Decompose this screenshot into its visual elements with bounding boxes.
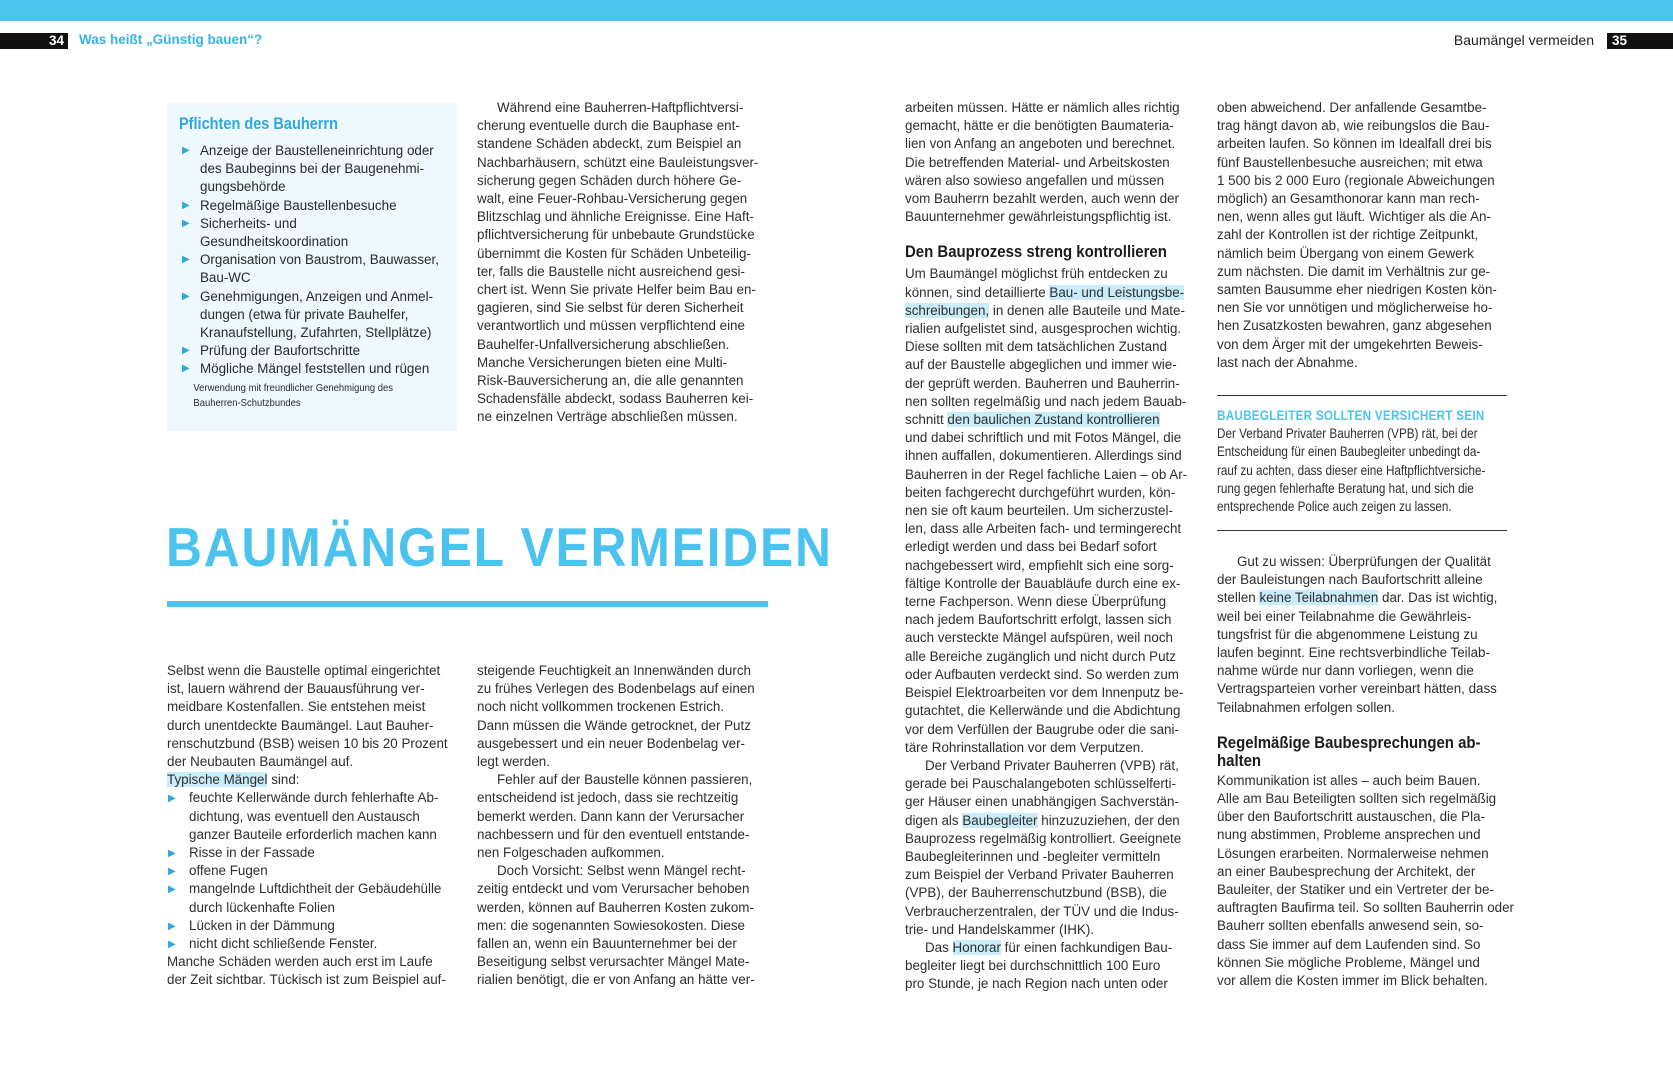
text-line: Doch Vorsicht: Selbst wenn Mängel recht-: [497, 863, 746, 879]
text-line: oder Aufbauten verdeckt sind. So werden zum: [905, 666, 1179, 682]
defect-item: ▶ feuchte Kellerwände durch fehlerhafte Ab- dichtung, was eventuell den Austausch ganzer Bauteile erforderlich machen kann: [167, 789, 467, 844]
text-line: übernimmt die Kosten für Schäden Unbeteilig-: [477, 245, 751, 261]
text-line: Entscheidung für einen Baubegleiter unbedingt da-: [1217, 444, 1481, 460]
duty-item: ▶ Prüfung der Baufortschritte: [179, 342, 446, 360]
highlight-bau-leistungsbeschreibungen: Bau- und Leistungsbe-: [1049, 284, 1185, 300]
text-line: von dem Ärger mit der umgekehrten Beweis-: [1217, 336, 1483, 352]
text-line: ne einzelnen Verträge abschließen müssen.: [477, 409, 738, 425]
text-line: nung abstimmen, Probleme ansprechen und: [1217, 827, 1481, 843]
column-2-top-text: [477, 99, 777, 427]
text-line: Der Verband Privater Bauherren (VPB) rät,: [925, 757, 1179, 773]
text-line: pflichtversicherung für unbebaute Grundstücke: [477, 227, 755, 243]
text-line: chert ist. Wenn Sie private Helfer beim Bau en-: [477, 282, 756, 298]
text-line: der Zeit sichtbar. Tückisch ist zum Beispiel auf-: [167, 972, 446, 988]
text-line: Bauherr sollten ebenfalls anwesend sein, so-: [1217, 918, 1484, 934]
text-line: Diese sollten mit dem tatsächlichen Zustand: [905, 339, 1167, 355]
column-1-bottom-text: [167, 662, 467, 990]
text-line: Risk-Bauversicherung an, die alle genannten: [477, 373, 744, 389]
paragraph: Der Verband Privater Bauherren (VPB) rät, gerade bei Pauschalangeboten schlüsselferti- ger Häuser einen unabhängigen Sachverstän- digen als Baubegleiter hinzuzuziehen, der den Bauprozess regelmäßig kontrolliert. Geeignete Baubegleiterinnen und -begleiter vermitteln zum Beispiel der Verband Privater Bauherren (VPB), der Bauherrenschutzbund (BSB), die Verbraucherzentralen, der TÜV und die Indus- trie- und Handelskammer (IHK).: [905, 757, 1205, 939]
text-line: Blitzschlag und ähnliche Ereignisse. Eine Haft-: [477, 209, 754, 225]
paragraph: [477, 662, 777, 771]
column-4-lower-text: [1217, 553, 1517, 990]
note-bottom-rule: [1217, 530, 1507, 531]
duty-item: ▶ Organisation von Baustrom, Bauwasser, Bau-WC: [179, 251, 446, 287]
top-color-band: [0, 0, 1673, 21]
text-line: auf der Baustelle abgeglichen und immer wie-: [905, 357, 1177, 373]
duty-item: ▶ Anzeige der Baustelleneinrichtung oder des Baubeginns bei der Baugenehmi- gungsbehörde: [179, 142, 446, 197]
text-line: arbeiten müssen. Hätte er nämlich alles richtig: [905, 100, 1180, 115]
text-line: Bauherren-Schutzbundes: [193, 396, 301, 409]
text-line: begleiter liegt bei durchschnittlich 100 Euro: [905, 958, 1161, 974]
text-line: an einer Baubesprechung der Architekt, der: [1217, 863, 1476, 879]
duty-item: ▶ Sicherheits- und Gesundheitskoordination: [179, 215, 446, 251]
text-line: Vertragsparteien vorher vereinbart hätten, dass: [1217, 681, 1497, 697]
text-line: nach jedem Baufortschritt erfolgt, lassen sich: [905, 612, 1172, 628]
text-line: renschutzbund (BSB) weisen 10 bis 20 Prozent: [167, 735, 448, 751]
defect-item: ▶ Risse in der Fassade: [167, 844, 467, 862]
text-line: zeitig entdeckt und vom Verursacher behoben: [477, 881, 750, 897]
info-box-title: Pflichten des Bauherrn: [179, 115, 338, 133]
paragraph: [1217, 99, 1517, 372]
text-line: Baubegleiterinnen und -begleiter vermitteln: [905, 848, 1161, 864]
text-line: Bauhelfer-Unfallversicherung abschließen.: [477, 336, 730, 352]
text-line: Dann müssen die Wände getrocknet, der Putz: [477, 717, 751, 733]
text-line: samten Bausumme eher niedrigen Kosten kön-: [1217, 282, 1497, 298]
text-line: Manche Schäden werden auch erst im Laufe: [167, 954, 433, 970]
text-line: Regelmäßige Baubesprechungen ab-: [1217, 732, 1481, 752]
intro-paragraph: [167, 662, 467, 771]
text-line: Bauleiter, der Statiker und ein Vertreter der be-: [1217, 882, 1494, 898]
text-line: trie- und Handelskammer (IHK).: [905, 921, 1095, 937]
paragraph: Um Baumängel möglichst früh entdecken zu können, sind detaillierte Bau- und Leistungsbe- schreibungen, in denen alle Bauteile und Mate- rialien aufgelistet sind, ausgesprochen wichtig. Diese sollten mit dem tatsächlichen Zustand auf der Baustelle abgeglichen und immer wie- der geprüft werden. Bauherren und Bauherrin- nen sollten regelmäßig und nach jedem Bauab- schnitt den baulichen Zustand kontrollieren und dabei schriftlich und mit Fotos Mängel, die ihnen auffallen, dokumentieren. Allerdings sind Bauherren in der Regel fachliche Laien – ob Ar- beiten fachgerecht durchgeführt wurden, kön- nen sie oft kaum beurteilen. Um sicherzustel- len, dass alle Arbeiten fach- und termingerecht erledigt werden und dass bei Bedarf sofort nachgebessert wird, empfiehlt sich eine sorg- fältige Kontrolle der Bauabläufe durch eine ex- terne Fachperson. Wenn diese Überprüfung nach jedem Baufortschritt erfolgt, lassen sich auch versteckte Mängel aufspüren, weil noch alle Bereiche zugänglich und nicht durch Putz oder Aufbauten verdeckt sind. So werden zum Beispiel Elektroarbeiten vor dem Innenputz be- gutachtet, die Kellerwände und die Abdichtung vor dem Verfüllen der Baugrube oder die sani- täre Rohrinstallation vor dem Verputzen.: [905, 265, 1205, 756]
text-line: Manche Versicherungen bieten eine Multi-: [477, 354, 728, 370]
text-line: und dabei schriftlich und mit Fotos Mängel, die: [905, 430, 1182, 446]
left-running-title: Was heißt „Günstig bauen“?: [79, 32, 263, 47]
text-line: vor dem Verfüllen der Baugrube oder die sani-: [905, 721, 1179, 737]
text-line: verantwortlich und müssen verpflichtend eine: [477, 318, 745, 334]
typical-defects-line: Typische Mängel sind:: [167, 772, 300, 788]
text-line: Lösungen erarbeiten. Normalerweise nehmen: [1217, 845, 1489, 861]
text-line: fallen an, wenn ein Bauunternehmer bei der: [477, 936, 737, 952]
text-line: Bauprozess regelmäßig kontrolliert. Geeignete: [905, 830, 1182, 846]
text-line: vor allem die Kosten immer im Blick behalten.: [1217, 973, 1488, 989]
text-line: ist, lauern während der Bauausführung ver-: [167, 681, 425, 697]
text-line: Kommunikation ist alles – auch beim Bauen.: [1217, 772, 1481, 788]
text-line: last nach der Abnahme.: [1217, 354, 1358, 370]
text-line: gutachtet, die Kellerwände und die Abdichtung: [905, 703, 1181, 719]
text-line: rauf zu achten, dass dieser eine Haftpflichtversiche-: [1217, 462, 1486, 478]
text-line: nachbessern und für den eventuell entstande-: [477, 826, 750, 842]
highlight-typical-defects: Typische Mängel: [167, 772, 268, 788]
duty-item: ▶ Regelmäßige Baustellenbesuche: [179, 197, 446, 215]
left-page-number: 34: [0, 33, 68, 49]
defect-item: ▶ Lücken in der Dämmung: [167, 917, 467, 935]
text-line: nachgebessert wird, empfiehlt sich eine sorg-: [905, 557, 1174, 573]
text-line: Gut zu wissen: Überprüfungen der Qualität: [1237, 554, 1491, 569]
text-line: pro Stunde, je nach Region nach unten oder: [905, 976, 1168, 992]
text-line: dass Sie immer auf dem Laufenden sind. So: [1217, 936, 1481, 952]
text-line: möglich) an Gesamthonorar kann man rech-: [1217, 191, 1480, 207]
text-line: zu frühes Verlegen des Bodenbelags auf einen: [477, 681, 755, 697]
highlight-keine-teilabnahmen: keine Teilabnahmen: [1259, 590, 1379, 606]
text-line: standene Schäden abdeckt, zum Beispiel an: [477, 136, 742, 152]
text-line: cherung eventuelle durch die Bauphase ent-: [477, 118, 740, 134]
defects-list: [167, 789, 467, 953]
text-line: ger Häuser einen unabhängigen Sachverstän-: [905, 794, 1179, 810]
paragraph: [477, 862, 777, 989]
text-line: nen Sie vor unnötigen und möglicherweise ho-: [1217, 300, 1493, 316]
text-line: hen Zusatzkosten bewahren, ganz abgesehen: [1217, 318, 1492, 334]
note-title: BAUBEGLEITER SOLLTEN VERSICHERT SEIN: [1217, 408, 1485, 423]
text-line: erledigt werden und dass bei Bedarf sofort: [905, 539, 1157, 555]
text-line: fältige Kontrolle der Bauabläufe durch eine ex-: [905, 575, 1181, 591]
text-line: nen, wenn alles gut läuft. Wichtiger als die An-: [1217, 209, 1491, 225]
text-line: fünf Baustellenbesuche ausreichen; mit etwa: [1217, 154, 1483, 170]
text-line: vom Bauherrn bezahlt werden, auch wenn der: [905, 191, 1179, 207]
text-line: men: die sogenannten Sowiesokosten. Diese: [477, 917, 745, 933]
text-line: alle Bereiche zugänglich und nicht durch Putz: [905, 648, 1176, 664]
text-line: nen sollten regelmäßig und nach jedem Bauab-: [905, 393, 1187, 409]
text-line: zum Beispiel der Verband Privater Bauherren: [905, 867, 1174, 883]
duty-item: ▶ Mögliche Mängel feststellen und rügen: [179, 360, 446, 378]
text-line: lien von Anfang an angeboten und berechnet.: [905, 136, 1176, 152]
text-line: steigende Feuchtigkeit an Innenwänden durch: [477, 663, 751, 678]
text-line: (VPB), der Bauherrenschutzbund (BSB), die: [905, 885, 1167, 901]
text-line: gerade bei Pauschalangeboten schlüsselferti-: [905, 776, 1176, 792]
text-line: Alle am Bau Beteiligten sollten sich regelmäßig: [1217, 791, 1497, 807]
chapter-headline: BAUMÄNGEL VERMEIDEN: [166, 516, 833, 578]
paragraph: [477, 771, 777, 862]
text-line: Beispiel Elektroarbeiten vor dem Innenputz be-: [905, 685, 1184, 701]
insurance-note: [1217, 407, 1517, 516]
text-line: trag hängt davon ab, wie reibungslos die Bau-: [1217, 118, 1490, 134]
text-line: durch unentdeckte Baumängel. Laut Bauher-: [167, 717, 434, 733]
text-line: Schadensfälle abdeckt, sodass Bauherren kei-: [477, 391, 754, 407]
text-line: ter, falls die Baustelle nicht ausreichend gesi-: [477, 263, 745, 279]
text-line: Teilabnahmen erfolgen sollen.: [1217, 699, 1395, 715]
column-4-text: [1217, 99, 1517, 372]
text-line: Nachbarhäusern, schützt eine Bauleistungsver-: [477, 154, 759, 170]
text-line: tungsfrist für die abgenommene Leistung zu: [1217, 626, 1478, 642]
highlight-zustand-kontrollieren: den baulichen Zustand kontrollieren: [947, 412, 1160, 428]
text-line: werden, können auf Bauherren Kosten zukom-: [477, 899, 754, 915]
highlight-baubegleiter: Baubegleiter: [962, 812, 1038, 828]
text-line: 1 500 bis 2 000 Euro (regionale Abweichungen: [1217, 172, 1495, 188]
text-line: nämlich beim Übergang von einem Gewerk: [1217, 245, 1474, 261]
text-line: halten: [1217, 750, 1262, 770]
text-line: beiten fachgerecht durchgeführt wurden, kön-: [905, 484, 1176, 500]
text-line: nen sie oft kaum beurteilen. Um sicherzustel-: [905, 503, 1173, 519]
text-line: terne Fachperson. Wenn diese Überprüfung: [905, 594, 1167, 610]
paragraph: Gut zu wissen: Überprüfungen der Qualität der Bauleistungen nach Baufortschritt alleine stellen keine Teilabnahmen dar. Das ist wichtig, weil bei einer Teilabnahme die Gewährleis- tungsfrist für die abgenommene Leistung zu laufen beginnt. Eine rechtsverbindliche Teilab- nahme würde nur dann vorliegen, wenn die Vertragsparteien vorher vereinbart hätten, dass Teilabnahmen erfolgen sollen.: [1217, 553, 1517, 717]
paragraph: Das Honorar für einen fachkundigen Bau- begleiter liegt bei durchschnittlich 100 Euro pro Stunde, je nach Region nach unten oder: [905, 939, 1205, 994]
paragraph: [1217, 772, 1517, 990]
text-line: auch versteckte Mängel aufspüren, weil noch: [905, 630, 1173, 646]
note-top-rule: [1217, 395, 1507, 396]
text-line: können Sie mögliche Probleme, Mängel und: [1217, 954, 1480, 970]
text-line: gemacht, hätte er die benötigten Baumateria-: [905, 118, 1174, 134]
text-line: Selbst wenn die Baustelle optimal eingerichtet: [167, 663, 441, 678]
text-line: wären also sowieso angefallen und müssen: [905, 172, 1165, 188]
text-line: nen Folgeschaden aufkommen.: [477, 845, 665, 861]
text-line: Verbraucherzentralen, der TÜV und die Indus-: [905, 903, 1179, 919]
text-line: meidbare Kostenfallen. Sie entstehen meist: [167, 699, 426, 715]
duties-list: [179, 142, 446, 379]
text-line: ihnen auffallen, dokumentieren. Allerdings sind: [905, 448, 1182, 464]
duty-item: ▶ Genehmigungen, Anzeigen und Anmel- dungen (etwa für private Bauhelfer, Kranaufstellung, Zufahrten, Stellplätze): [179, 288, 446, 343]
defect-item: ▶ nicht dicht schließende Fenster.: [167, 935, 467, 953]
text-line: Der Verband Privater Bauherren (VPB) rät, bei der: [1217, 426, 1478, 442]
text-line: Bauherren in der Regel fachliche Laien – ob Ar-: [905, 466, 1188, 482]
text-line: noch nicht vollkommen trockenen Estrich.: [477, 699, 725, 715]
text-line: entsprechende Police auch zeigen zu lassen.: [1217, 499, 1452, 515]
text-line: Beseitigung selbst verursachter Mängel Mate-: [477, 954, 750, 970]
text-line: walt, eine Feuer-Rohbau-Versicherung gegen: [477, 191, 748, 207]
text-line: bemerkt werden. Dann kann der Verursacher: [477, 808, 745, 824]
text-line: der Neubauten Baumängel auf.: [167, 754, 354, 770]
text-line: oben abweichend. Der anfallende Gesamtbe-: [1217, 100, 1487, 115]
text-line: Die betreffenden Material- und Arbeitskosten: [905, 154, 1170, 170]
text-line: rung gegen fehlerhafte Beratung hat, und sich die: [1217, 480, 1474, 496]
highlight-bau-leistungsbeschreibungen-cont: schreibungen,: [905, 302, 990, 318]
section-heading-baubesprechungen: [1217, 734, 1481, 770]
text-line: Während eine Bauherren-Haftpflichtversi-: [497, 100, 744, 115]
box-credit-note: [179, 381, 419, 411]
outro-paragraph: [167, 953, 467, 989]
text-line: über den Baufortschritt austauschen, die Pla-: [1217, 809, 1485, 825]
text-line: Fehler auf der Baustelle können passieren,: [497, 772, 753, 788]
defect-item: ▶ offene Fugen: [167, 862, 467, 880]
text-line: entscheidend ist jedoch, dass sie rechtzeitig: [477, 790, 739, 806]
right-page-number: 35: [1607, 33, 1673, 49]
text-line: legt werden.: [477, 754, 550, 770]
text-line: der Bauleistungen nach Baufortschritt alleine: [1217, 572, 1483, 588]
text-line: laufen beginnt. Eine rechtsverbindliche Teilab-: [1217, 645, 1490, 661]
text-line: nahme würde nur dann vorliegen, wenn die: [1217, 663, 1474, 679]
text-line: rialien aufgelistet sind, ausgesprochen wichtig.: [905, 321, 1182, 337]
defect-item: ▶ mangelnde Luftdichtheit der Gebäudehülle durch lückenhafte Folien: [167, 880, 467, 916]
headline-rule: [167, 601, 768, 607]
right-running-title: Baumängel vermeiden: [1453, 32, 1594, 48]
column-2-bottom-text: [477, 662, 777, 990]
note-text: [1217, 425, 1517, 516]
highlight-honorar: Honorar: [952, 939, 1001, 955]
paragraph: [905, 99, 1205, 226]
text-line: len, dass alle Arbeiten fach- und termingerecht: [905, 521, 1182, 537]
text-line: Verwendung mit freundlicher Genehmigung des: [193, 381, 394, 394]
text-line: Bauunternehmer gewährleistungspflichtig ist.: [905, 209, 1172, 225]
text-line: täre Rohrinstallation vor dem Verputzen.: [905, 739, 1144, 755]
text-line: auftragten Baufirma teil. So sollten Bauherrin oder: [1217, 900, 1514, 916]
text-line: ausgebessert und ein neuer Bodenbelag ver-: [477, 735, 746, 751]
text-line: zum nächsten. Die damit im Verhältnis zur ge-: [1217, 263, 1491, 279]
text-line: zahl der Kontrollen ist der richtige Zeitpunkt,: [1217, 227, 1479, 243]
text-line: gagieren, sind Sie selbst für deren Sicherheit: [477, 300, 744, 316]
text-line: weil bei einer Teilabnahme die Gewährleis-: [1217, 608, 1472, 624]
section-heading-bauprozess: Den Bauprozess streng kontrollieren: [905, 242, 1167, 262]
text-line: rialien benötigt, die er von Anfang an hätte ver-: [477, 972, 755, 988]
text-line: arbeiten laufen. So können im Idealfall drei bis: [1217, 136, 1492, 152]
text-line: sicherung gegen Schäden durch höhere Ge-: [477, 172, 742, 188]
column-3-text: [905, 99, 1205, 994]
info-box-bauherr-duties: [167, 103, 457, 431]
text-line: der geprüft werden. Bauherren und Bauherrin-: [905, 375, 1180, 391]
